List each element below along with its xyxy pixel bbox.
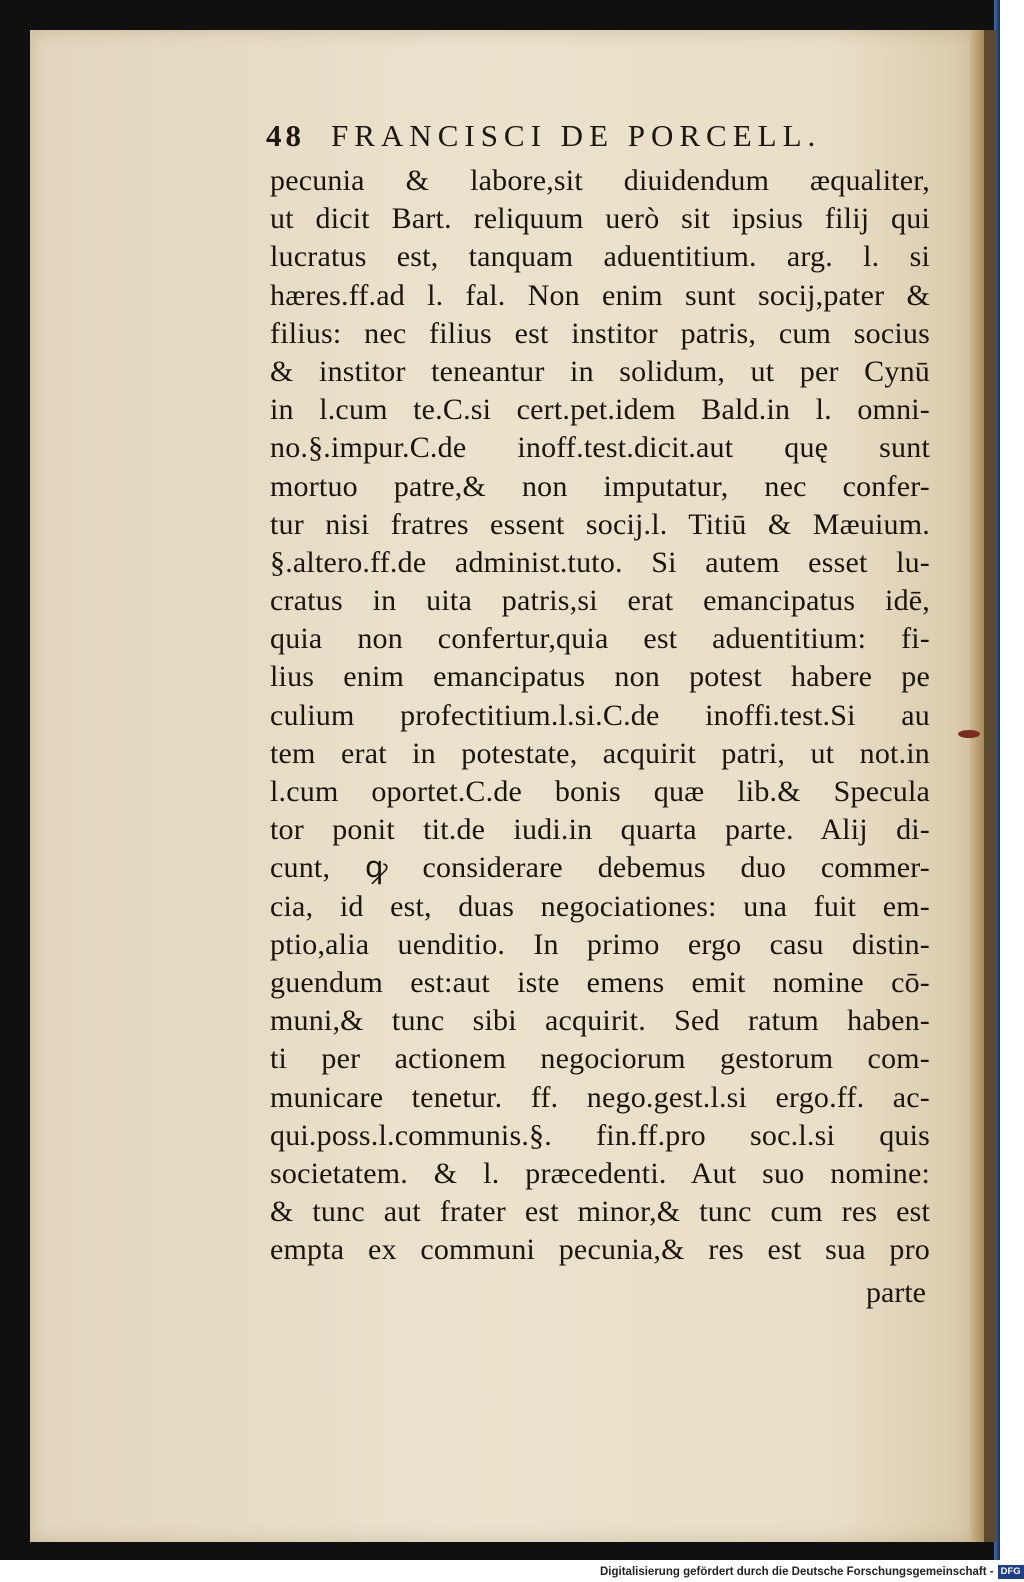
text-line: ut dicit Bart. reliquum uerò sit ipsius filij qui xyxy=(270,202,930,236)
text-line: lucratus est, tanquam aduentitium. arg. l. si xyxy=(270,240,930,274)
page-smudge xyxy=(958,730,980,738)
text-line: empta ex communi pecunia,& res est sua pro xyxy=(270,1233,930,1267)
text-line: ti per actionem negociorum gestorum com- xyxy=(270,1042,930,1076)
text-line: cia, id est, duas negociationes: una fuit em- xyxy=(270,889,930,923)
text-line: qui.poss.l.communis.§. fin.ff.pro soc.l.si quis xyxy=(270,1118,930,1152)
funding-footer xyxy=(600,1562,1021,1582)
text-line: cunt, ꝙ considerare debemus duo commer- xyxy=(270,851,930,885)
text-line: societatem. & l. præcedenti. Aut suo nomine: xyxy=(270,1156,930,1190)
text-line: quia non confertur,quia est aduentitium: fi- xyxy=(270,622,930,656)
body-text xyxy=(270,162,930,1269)
text-line: filius: nec filius est institor patris, cum socius xyxy=(270,316,930,350)
page-number: 48 xyxy=(266,118,305,153)
text-line: & institor teneantur in solidum, ut per Cynū xyxy=(270,354,930,388)
text-line: tur nisi fratres essent socij.l. Titiū & Mæuium. xyxy=(270,507,930,541)
text-line: mortuo patre,& non imputatur, nec confer- xyxy=(270,469,930,503)
text-line: tor ponit tit.de iudi.in quarta parte. Alij di- xyxy=(270,813,930,847)
page-edge xyxy=(970,30,984,1542)
text-line: municare tenetur. ff. nego.gest.l.si ergo.ff. ac- xyxy=(270,1080,930,1114)
text-line: culium profectitium.l.si.C.de inoffi.test.Si au xyxy=(270,698,930,732)
text-line: muni,& tunc sibi acquirit. Sed ratum haben- xyxy=(270,1004,930,1038)
text-line: l.cum oportet.C.de bonis quæ lib.& Specula xyxy=(270,775,930,808)
text-line: in l.cum te.C.si cert.pet.idem Bald.in l. omni- xyxy=(270,393,930,427)
text-line: hæres.ff.ad l. fal. Non enim sunt socij,pater & xyxy=(270,278,930,312)
funding-note: Digitalisierung gefördert durch die Deutsche Forschungsgemeinschaft - xyxy=(600,1566,994,1578)
text-line: & tunc aut frater est minor,& tunc cum res est xyxy=(270,1195,930,1229)
running-header xyxy=(266,118,906,158)
text-line: lius enim emancipatus non potest habere pe xyxy=(270,660,930,694)
catchword: parte xyxy=(866,1276,926,1309)
dfg-logo: DFG xyxy=(998,1565,1024,1579)
text-line: guendum est:aut iste emens emit nomine cō- xyxy=(270,965,930,999)
text-line: tem erat in potestate, acquirit patri, ut not.in xyxy=(270,736,930,770)
page-edge-shadow xyxy=(984,30,996,1542)
running-title: FRANCISCI DE PORCELL. xyxy=(331,118,822,153)
text-line: §.altero.ff.de administ.tuto. Si autem esset lu- xyxy=(270,545,930,579)
text-line: no.§.impur.C.de inoff.test.dicit.aut quę sunt xyxy=(270,431,930,465)
text-line: pecunia & labore,sit diuidendum æqualiter, xyxy=(270,164,930,197)
text-line: ptio,alia uenditio. In primo ergo casu distin- xyxy=(270,927,930,961)
text-line: cratus in uita patris,si erat emancipatus idē, xyxy=(270,584,930,618)
